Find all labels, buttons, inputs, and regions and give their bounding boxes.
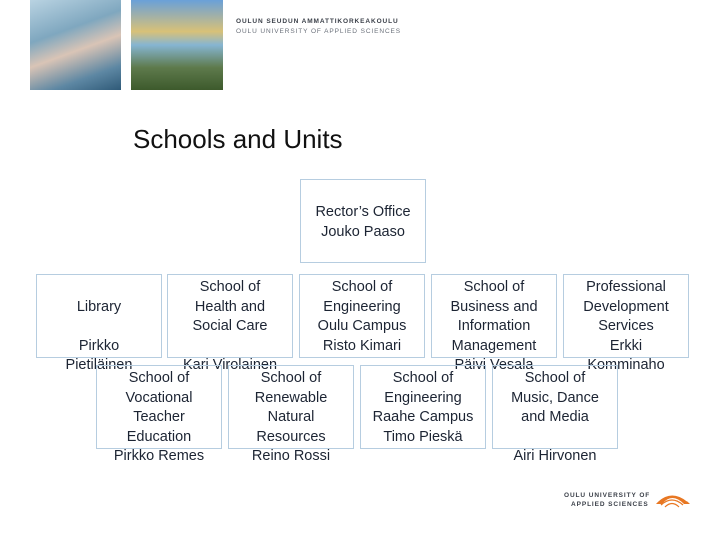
unit-text-line bbox=[473, 428, 637, 448]
unit-text-line: Teacher bbox=[133, 409, 185, 425]
unit-text-line: Oulu Campus bbox=[317, 318, 407, 334]
footer-logo-text bbox=[564, 491, 650, 509]
unit-text-line: Music, Dance bbox=[511, 389, 599, 406]
unit-text-line: Pirkko Remes bbox=[113, 448, 205, 464]
unit-text-line: Erkki bbox=[609, 337, 643, 354]
unit-text-line: School of bbox=[331, 279, 393, 295]
institution-name-finnish: OULUN SEUDUN AMMATTIKORKEAKOULU bbox=[236, 18, 399, 25]
unit-text-line: Management bbox=[451, 337, 537, 354]
unit-box-top bbox=[167, 274, 293, 373]
university-logo-icon bbox=[654, 484, 692, 510]
unit-text-line: Reino Rossi bbox=[251, 448, 331, 464]
unit-text-line: Rector’s Office bbox=[315, 204, 411, 220]
unit-text-line: Vocational bbox=[125, 389, 193, 406]
unit-box-top bbox=[431, 274, 557, 373]
unit-box-bottom bbox=[96, 365, 222, 464]
unit-text-line: School of bbox=[260, 370, 322, 386]
unit-text-line: Information bbox=[457, 318, 531, 334]
unit-box-bottom bbox=[360, 365, 486, 449]
unit-text-line: Resources bbox=[256, 428, 326, 445]
unit-text-line: School of bbox=[524, 370, 586, 386]
page-title: Schools and Units bbox=[133, 124, 343, 154]
unit-text-line: Jouko Paaso bbox=[321, 223, 405, 240]
unit-text-line: Library bbox=[76, 298, 122, 315]
header-photo-cyclists bbox=[131, 0, 223, 90]
unit-text-line: Päivi Vesala bbox=[454, 357, 534, 373]
unit-text-line: Kari Virolainen bbox=[182, 357, 278, 373]
unit-text-line: Renewable bbox=[254, 389, 328, 406]
unit-text-line: Komminaho bbox=[587, 357, 665, 373]
unit-text-line: Development bbox=[583, 298, 669, 315]
unit-text-line: School of bbox=[128, 370, 190, 386]
unit-text-line: Health and bbox=[194, 298, 266, 315]
footer-logo-line1: OULU UNIVERSITY OF bbox=[564, 492, 651, 499]
unit-text-line: Pirkko bbox=[78, 337, 120, 354]
unit-text-line: School of bbox=[392, 370, 454, 386]
unit-text bbox=[544, 278, 708, 376]
footer-logo-line2: APPLIED SCIENCES bbox=[571, 501, 649, 508]
unit-box-bottom bbox=[492, 365, 618, 464]
unit-box-top bbox=[36, 274, 162, 373]
unit-text-line: Business and bbox=[450, 298, 538, 315]
rector-office-box bbox=[300, 179, 426, 263]
unit-text-line: Timo Pieskä bbox=[383, 428, 463, 445]
unit-box-top bbox=[299, 274, 425, 358]
unit-text-line: Risto Kimari bbox=[322, 337, 402, 354]
unit-text bbox=[473, 369, 637, 467]
header-photo-student bbox=[30, 0, 121, 90]
unit-text-line: Engineering bbox=[384, 389, 462, 406]
unit-text-line: Services bbox=[598, 318, 654, 334]
unit-box-top bbox=[563, 274, 689, 373]
unit-text-line: Social Care bbox=[192, 318, 268, 334]
unit-text-line: School of bbox=[199, 279, 261, 295]
institution-name-english: OULU UNIVERSITY OF APPLIED SCIENCES bbox=[236, 28, 402, 35]
unit-text-line: Airi Hirvonen bbox=[513, 448, 597, 464]
unit-text-line: Natural bbox=[267, 409, 315, 425]
unit-text-line: and Media bbox=[521, 409, 589, 425]
unit-text-line: Education bbox=[126, 428, 192, 445]
unit-text bbox=[281, 203, 445, 242]
unit-text-line: Professional bbox=[586, 279, 666, 295]
unit-text-line: Raahe Campus bbox=[372, 409, 474, 425]
unit-box-bottom bbox=[228, 365, 354, 464]
unit-text-line: School of bbox=[463, 279, 525, 295]
unit-text-line: Engineering bbox=[323, 298, 401, 315]
unit-text-line: Pietiläinen bbox=[65, 357, 133, 373]
